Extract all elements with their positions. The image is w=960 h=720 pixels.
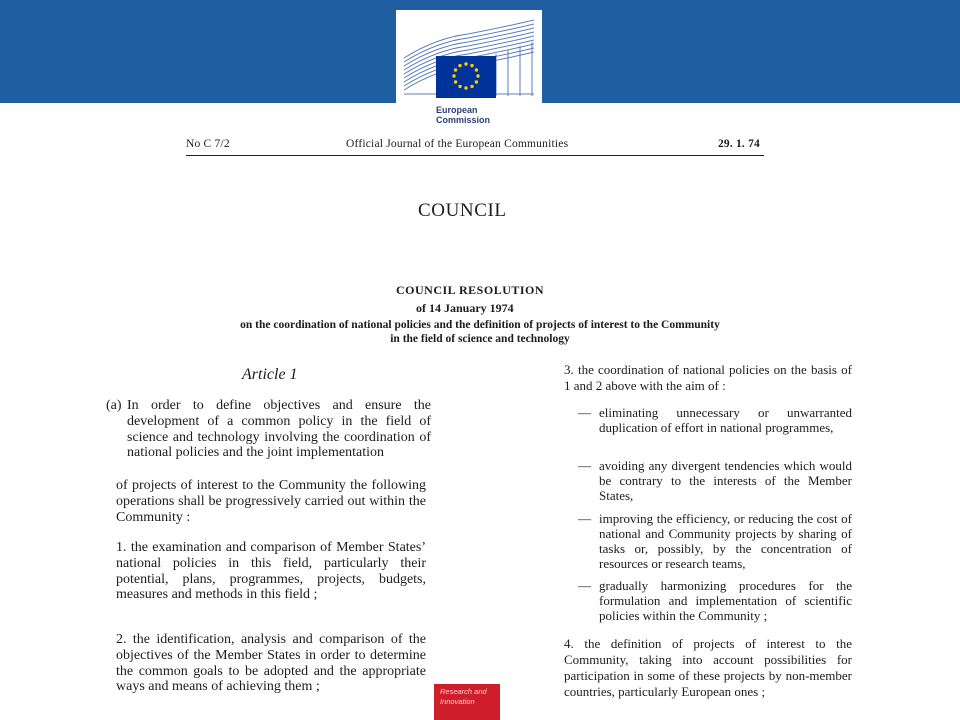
research-innovation-badge	[434, 684, 500, 720]
dash-item-2-text: avoiding any divergent tendencies which would be contrary to the interests of the Member States,	[599, 458, 852, 503]
list-item-4	[564, 636, 852, 700]
dash-item-4	[578, 578, 852, 623]
european-commission-logo	[396, 10, 542, 125]
logo-wordmark	[436, 105, 526, 125]
dash-item-1	[578, 405, 852, 435]
council-heading: COUNCIL	[418, 200, 507, 221]
dash-item-2	[578, 458, 852, 503]
badge-line-1: Research and	[440, 687, 487, 696]
badge-line-2: Innovation	[440, 697, 475, 706]
list-item-2-text: 2. the identification, analysis and comparison of the objectives of the Member States in order to determine the common goals to be adopted and the appropriate ways and means of achieving them ;	[116, 632, 426, 695]
dash-item-4-text: gradually harmonizing procedures for the formulation and implementation of scientific policies within the Community ;	[599, 578, 852, 623]
eu-flag-icon	[436, 56, 496, 98]
list-item-1-text: 1. the examination and comparison of Member States’ national policies in this field, particularly their potential, plans, programmes, projects, budgets, measures and methods in this field ;	[116, 540, 426, 603]
dash-mark: —	[578, 578, 591, 593]
dash-item-1-text: eliminating unnecessary or unwarranted duplication of effort in national programmes,	[599, 405, 852, 435]
dash-mark: —	[578, 405, 591, 420]
journal-title: Official Journal of the European Communities	[346, 138, 569, 150]
continuation-text: of projects of interest to the Community the following operations shall be progressively carried out within the Community :	[116, 478, 426, 525]
dash-item-3-text: improving the efficiency, or reducing the cost of national and Community projects by sharing of tasks or, possibly, by the concentration of resources or research teams,	[599, 511, 852, 571]
list-item-1	[116, 540, 426, 603]
berlaymont-building-icon	[396, 10, 542, 105]
list-item-3-text: 3. the coordination of national policies on the basis of 1 and 2 above with the aim of :	[564, 362, 852, 393]
resolution-subtitle: on the coordination of national policies and the definition of projects of interest to the Community in the field of science and technology	[240, 319, 720, 345]
paragraph-a-text: In order to define objectives and ensure the development of a common policy in the field of science and technology involving the coordination of national policies and the joint implementation	[127, 398, 431, 461]
logo-line-2: Commission	[436, 115, 491, 125]
dash-mark: —	[578, 511, 591, 526]
dash-item-3	[578, 511, 852, 571]
journal-date: 29. 1. 74	[717, 138, 760, 150]
list-item-2	[116, 632, 426, 695]
paragraph-continuation	[116, 478, 426, 525]
header-rule	[186, 155, 764, 156]
paragraph-a-label: (a)	[106, 398, 122, 413]
list-item-3	[564, 362, 852, 394]
dash-mark: —	[578, 458, 591, 473]
article-heading: Article 1	[242, 366, 298, 383]
journal-number: No C 7/2	[186, 138, 230, 150]
resolution-date: of 14 January 1974	[416, 301, 514, 315]
paragraph-a	[106, 398, 431, 461]
resolution-title: COUNCIL RESOLUTION	[396, 283, 545, 297]
list-item-4-text: 4. the definition of projects of interest to the Community, taking into account possibilities for participation in some of these projects by non-member countries, particularly European ones ;	[564, 636, 852, 699]
logo-line-1: European	[436, 105, 478, 115]
